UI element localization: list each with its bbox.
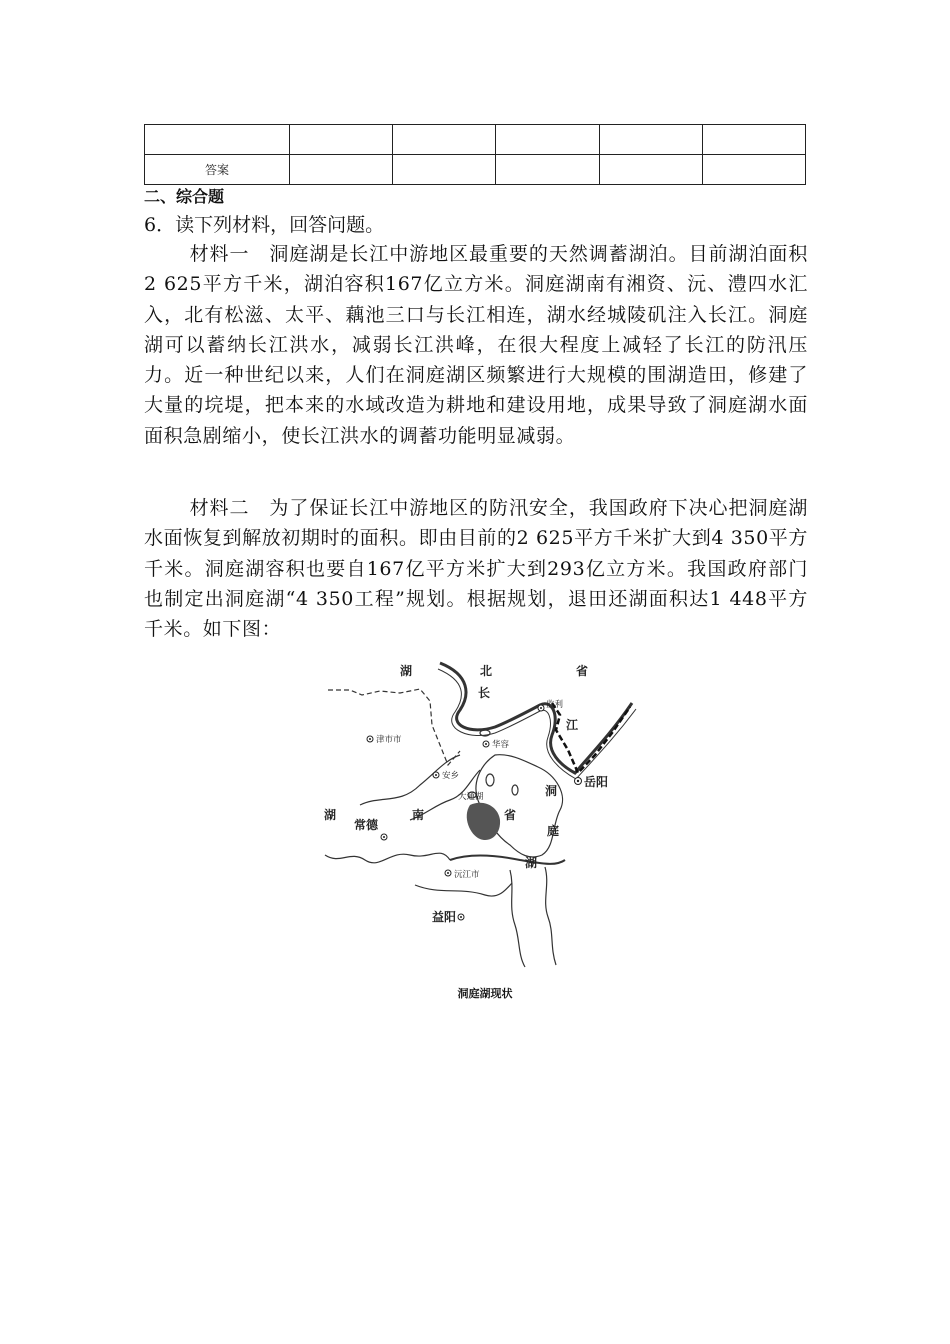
lake-label: 洞 (545, 784, 558, 798)
province-label: 省 (576, 664, 589, 678)
answer-cell[interactable] (496, 155, 599, 185)
lake-label: 湖 (525, 856, 538, 870)
table-cell (290, 125, 393, 155)
xiang-river (545, 867, 556, 965)
city-marker-dot (485, 743, 487, 745)
zi-river (510, 870, 525, 967)
city-marker-dot (460, 916, 462, 918)
material-two-paragraph: 材料二 为了保证长江中游地区的防汛安全，我国政府下决心把洞庭湖水面恢复到解放初期时的面积。即由目前的2 625平方千米扩大到4 350平方千米。洞庭湖容积也要自167亿平方米扩大到293亿立方米。我国政府部门也制定出洞庭湖“4 350工程”规划。根据规划，退田还湖面积达1 448平方千米。如下图： (144, 497, 808, 641)
city-marker-dot (435, 774, 437, 776)
city-label: 岳阳 (584, 775, 609, 789)
river-branch (415, 883, 512, 896)
city-marker-dot (540, 707, 542, 709)
answer-label-cell: 答案 (145, 155, 290, 185)
river-label: 长 (478, 686, 491, 700)
table-row (145, 125, 806, 155)
small-lake (512, 785, 518, 795)
city-label: 大通湖 (458, 792, 484, 802)
question-stem: 6．读下列材料，回答问题。 (144, 214, 385, 236)
city-marker-dot (369, 738, 371, 740)
map-caption: 洞庭湖现状 (457, 987, 513, 1000)
answer-cell[interactable] (290, 155, 393, 185)
small-lake (486, 774, 494, 786)
province-boundary (328, 689, 460, 765)
city-label: 益阳 (432, 910, 457, 924)
answer-cell[interactable] (702, 155, 805, 185)
table-cell (599, 125, 702, 155)
province-label: 湖 (324, 808, 337, 822)
province-label: 湖 (400, 664, 413, 678)
table-cell (702, 125, 805, 155)
city-marker-dot (383, 836, 385, 838)
city-marker-dot (447, 872, 449, 874)
yangtze-river (440, 663, 632, 773)
dongting-lake-map (320, 655, 644, 971)
city-marker-dot (577, 780, 579, 782)
yuan-river (325, 853, 450, 863)
city-label: 沅江市 (454, 870, 480, 880)
section-heading: 二、综合题 (144, 187, 225, 206)
city-label: 常德 (354, 818, 379, 832)
city-label: 华容 (492, 740, 510, 750)
table-cell (145, 125, 290, 155)
answer-cell[interactable] (393, 155, 496, 185)
yangtze-river-bank (438, 669, 636, 779)
city-label: 安乡 (442, 771, 460, 781)
table-cell (393, 125, 496, 155)
province-label: 北 (480, 664, 493, 678)
material-one-paragraph: 材料一 洞庭湖是长江中游地区最重要的天然调蓄湖泊。目前湖泊面积2 625平方千米，湖泊容积167亿立方米。洞庭湖南有湘资、沅、澧四水汇入，北有松滋、太平、藕池三口与长江相连，湖水经城陵矶注入长江。洞庭湖可以蓄纳长江洪水，减弱长江洪峰，在很大程度上减轻了长江的防汛压力。近一种世纪以来，人们在洞庭湖区频繁进行大规模的围湖造田，修建了大量的垸堤，把本来的水域改造为耕地和建设用地，成果导致了洞庭湖水面面积急剧缩小，使长江洪水的调蓄功能明显减弱。 (144, 243, 808, 447)
answer-table (144, 124, 806, 185)
map-svg (320, 655, 644, 971)
city-label: 监利 (546, 700, 564, 710)
lake-label: 庭 (547, 824, 560, 838)
river-label: 江 (566, 718, 579, 732)
city-label: 津市市 (376, 735, 402, 745)
province-label: 省 (504, 808, 517, 822)
table-row (145, 155, 806, 185)
lake-south-shore (450, 855, 565, 863)
province-label: 南 (412, 808, 425, 822)
table-cell (496, 125, 599, 155)
datong-lake (467, 803, 500, 840)
answer-cell[interactable] (599, 155, 702, 185)
